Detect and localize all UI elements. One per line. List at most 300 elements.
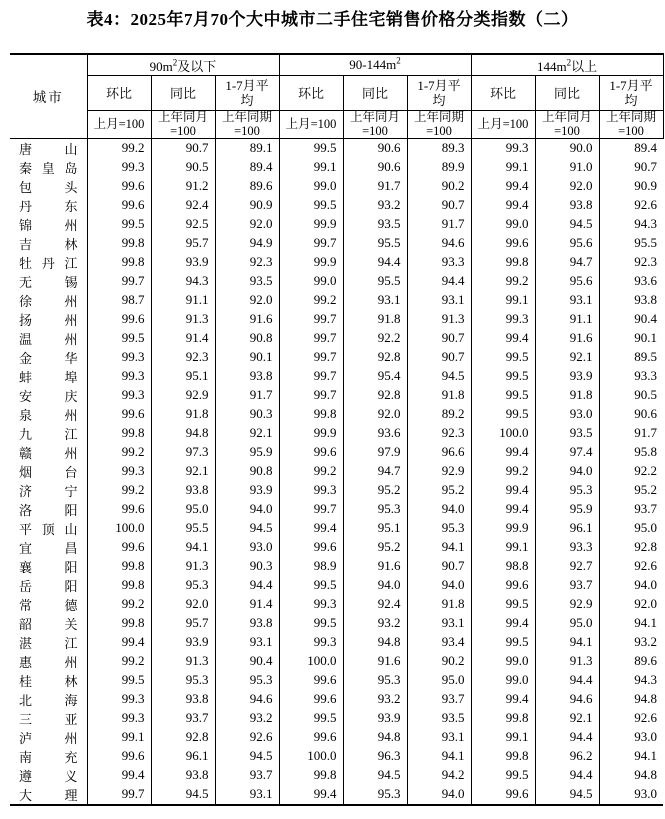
table-row: [10, 595, 663, 614]
city-name: 韶 关: [19, 616, 78, 632]
value-cell: 94.8: [599, 690, 663, 709]
value-cell: 99.5: [87, 215, 151, 234]
value-cell: 99.7: [279, 367, 343, 386]
value-cell: 90.7: [407, 557, 471, 576]
value-cell: 99.8: [87, 557, 151, 576]
value-cell: 93.5: [215, 272, 279, 291]
group-label-post: 以上: [571, 58, 598, 74]
base-note: 上年同月=100: [535, 111, 599, 138]
value-cell: 99.4: [471, 196, 535, 215]
city-cell: [10, 177, 87, 196]
value-cell: 90.5: [151, 158, 215, 177]
city-cell: [10, 709, 87, 728]
city-cell: [10, 310, 87, 329]
value-cell: 98.7: [87, 291, 151, 310]
value-cell: 93.6: [599, 272, 663, 291]
value-cell: 99.4: [471, 329, 535, 348]
group-header-144-above: [471, 54, 663, 76]
value-cell: 99.3: [87, 367, 151, 386]
value-cell: 93.2: [343, 196, 407, 215]
city-name: 宜 昌: [19, 540, 78, 556]
value-cell: 99.4: [471, 443, 535, 462]
city-name: 九 江: [19, 426, 78, 442]
value-cell: 93.1: [215, 633, 279, 652]
group-header-90-144: [279, 54, 471, 76]
value-cell: 89.1: [215, 138, 279, 158]
value-cell: 99.0: [279, 177, 343, 196]
value-cell: 95.3: [151, 671, 215, 690]
value-cell: 99.4: [471, 614, 535, 633]
value-cell: 93.1: [535, 291, 599, 310]
value-cell: 99.0: [471, 652, 535, 671]
city-name: 南 充: [19, 749, 78, 765]
value-cell: 95.1: [151, 367, 215, 386]
city-name: 无 锡: [19, 274, 78, 290]
value-cell: 94.4: [535, 728, 599, 747]
table-header: [10, 54, 663, 138]
value-cell: 95.3: [535, 481, 599, 500]
value-cell: 99.3: [471, 310, 535, 329]
col-header-yoy: 同比: [343, 76, 407, 111]
value-cell: 100.0: [279, 747, 343, 766]
value-cell: 99.2: [87, 138, 151, 158]
value-cell: 95.0: [535, 614, 599, 633]
value-cell: 99.3: [87, 462, 151, 481]
city-cell: [10, 386, 87, 405]
value-cell: 99.8: [471, 709, 535, 728]
value-cell: 93.9: [151, 253, 215, 272]
value-cell: 95.2: [407, 481, 471, 500]
value-cell: 99.2: [87, 595, 151, 614]
value-cell: 95.3: [407, 519, 471, 538]
value-cell: 99.8: [279, 766, 343, 785]
value-cell: 92.4: [151, 196, 215, 215]
base-header-row: [10, 111, 663, 138]
value-cell: 95.5: [343, 272, 407, 291]
value-cell: 93.8: [215, 367, 279, 386]
group-label-pre: 90-144m: [349, 57, 397, 73]
value-cell: 89.9: [407, 158, 471, 177]
value-cell: 99.6: [471, 785, 535, 805]
value-cell: 97.9: [343, 443, 407, 462]
group-label-pre: 90m: [149, 58, 173, 74]
value-cell: 99.3: [87, 709, 151, 728]
table-row: [10, 405, 663, 424]
value-cell: 94.1: [535, 633, 599, 652]
city-cell: [10, 215, 87, 234]
value-cell: 99.8: [87, 253, 151, 272]
city-name: 济 宁: [19, 483, 78, 499]
city-cell: [10, 443, 87, 462]
value-cell: 94.7: [535, 253, 599, 272]
value-cell: 93.7: [151, 709, 215, 728]
value-cell: 90.8: [215, 462, 279, 481]
value-cell: 95.2: [343, 481, 407, 500]
table-row: [10, 500, 663, 519]
value-cell: 93.7: [215, 766, 279, 785]
value-cell: 94.5: [407, 367, 471, 386]
value-cell: 99.5: [279, 138, 343, 158]
value-cell: 95.4: [343, 367, 407, 386]
value-cell: 99.6: [279, 671, 343, 690]
table-body: [10, 138, 663, 805]
value-cell: 93.8: [151, 481, 215, 500]
table-row: [10, 177, 663, 196]
value-cell: 93.8: [535, 196, 599, 215]
value-cell: 99.2: [279, 291, 343, 310]
value-cell: 91.7: [599, 424, 663, 443]
value-cell: 99.7: [87, 785, 151, 805]
value-cell: 92.0: [599, 595, 663, 614]
table-row: [10, 443, 663, 462]
value-cell: 90.3: [215, 557, 279, 576]
city-cell: [10, 405, 87, 424]
value-cell: 99.5: [87, 671, 151, 690]
city-cell: [10, 747, 87, 766]
col-header-avg: 1-7月平均: [407, 76, 471, 111]
value-cell: 94.4: [343, 253, 407, 272]
city-name: 洛 阳: [19, 502, 78, 518]
value-cell: 93.2: [343, 614, 407, 633]
value-cell: 93.1: [343, 291, 407, 310]
city-name: 泸 州: [19, 730, 78, 746]
value-cell: 99.2: [471, 462, 535, 481]
value-cell: 91.1: [151, 291, 215, 310]
value-cell: 99.7: [279, 329, 343, 348]
value-cell: 92.3: [407, 424, 471, 443]
city-name: 赣 州: [19, 445, 78, 461]
value-cell: 92.1: [535, 709, 599, 728]
value-cell: 99.4: [87, 633, 151, 652]
table-row: [10, 424, 663, 443]
value-cell: 93.8: [215, 614, 279, 633]
value-cell: 99.2: [87, 481, 151, 500]
table-row: [10, 747, 663, 766]
base-note: 上月=100: [471, 111, 535, 138]
value-cell: 91.6: [535, 329, 599, 348]
col-header-yoy: 同比: [535, 76, 599, 111]
value-cell: 93.7: [535, 576, 599, 595]
value-cell: 94.0: [535, 462, 599, 481]
value-cell: 91.6: [343, 652, 407, 671]
city-name: 北 海: [19, 692, 78, 708]
value-cell: 89.3: [407, 138, 471, 158]
value-cell: 99.6: [87, 310, 151, 329]
city-name: 岳 阳: [19, 578, 78, 594]
value-cell: 89.2: [407, 405, 471, 424]
value-cell: 93.0: [599, 728, 663, 747]
value-cell: 95.5: [599, 234, 663, 253]
city-cell: [10, 138, 87, 158]
value-cell: 91.8: [343, 310, 407, 329]
group-label-post: 及以下: [177, 58, 217, 74]
value-cell: 91.4: [215, 595, 279, 614]
value-cell: 99.3: [279, 633, 343, 652]
value-cell: 90.2: [407, 652, 471, 671]
value-cell: 92.2: [343, 329, 407, 348]
value-cell: 92.8: [343, 348, 407, 367]
value-cell: 94.1: [599, 747, 663, 766]
value-cell: 94.3: [151, 272, 215, 291]
city-cell: [10, 519, 87, 538]
value-cell: 99.5: [471, 348, 535, 367]
value-cell: 94.2: [407, 766, 471, 785]
col-header-yoy: 同比: [151, 76, 215, 111]
city-name: 吉 林: [19, 236, 78, 252]
value-cell: 91.3: [151, 557, 215, 576]
value-cell: 95.2: [343, 538, 407, 557]
value-cell: 94.0: [599, 576, 663, 595]
value-cell: 92.3: [151, 348, 215, 367]
value-cell: 90.2: [407, 177, 471, 196]
city-cell: [10, 158, 87, 177]
base-note: 上年同月=100: [151, 111, 215, 138]
metric-header-row: [10, 76, 663, 111]
value-cell: 99.1: [471, 728, 535, 747]
value-cell: 90.9: [215, 196, 279, 215]
value-cell: 94.0: [407, 785, 471, 805]
value-cell: 94.8: [599, 766, 663, 785]
city-name: 大 理: [19, 787, 78, 803]
value-cell: 92.9: [151, 386, 215, 405]
value-cell: 90.8: [215, 329, 279, 348]
city-cell: [10, 671, 87, 690]
value-cell: 99.6: [87, 405, 151, 424]
city-cell: [10, 291, 87, 310]
value-cell: 95.2: [599, 481, 663, 500]
table-row: [10, 348, 663, 367]
value-cell: 99.4: [279, 519, 343, 538]
value-cell: 99.6: [87, 538, 151, 557]
value-cell: 95.5: [151, 519, 215, 538]
base-note: 上年同月=100: [343, 111, 407, 138]
base-note: 上年同期=100: [599, 111, 663, 138]
city-cell: [10, 196, 87, 215]
value-cell: 93.9: [151, 633, 215, 652]
value-cell: 92.0: [535, 177, 599, 196]
value-cell: 95.9: [535, 500, 599, 519]
table-row: [10, 234, 663, 253]
value-cell: 90.7: [407, 329, 471, 348]
value-cell: 91.7: [343, 177, 407, 196]
value-cell: 99.3: [87, 386, 151, 405]
value-cell: 93.2: [343, 690, 407, 709]
city-name: 秦 皇 岛: [19, 160, 78, 176]
value-cell: 99.5: [279, 196, 343, 215]
value-cell: 91.3: [151, 310, 215, 329]
value-cell: 92.0: [151, 595, 215, 614]
value-cell: 99.6: [279, 443, 343, 462]
value-cell: 99.7: [87, 272, 151, 291]
city-cell: [10, 481, 87, 500]
value-cell: 96.3: [343, 747, 407, 766]
value-cell: 99.8: [87, 424, 151, 443]
value-cell: 99.4: [279, 785, 343, 805]
value-cell: 99.6: [279, 728, 343, 747]
value-cell: 94.5: [151, 785, 215, 805]
superscript: 2: [566, 57, 572, 68]
value-cell: 99.1: [471, 538, 535, 557]
value-cell: 99.6: [279, 690, 343, 709]
value-cell: 92.6: [599, 709, 663, 728]
value-cell: 93.1: [407, 728, 471, 747]
value-cell: 99.6: [279, 538, 343, 557]
value-cell: 89.6: [599, 652, 663, 671]
value-cell: 91.6: [215, 310, 279, 329]
value-cell: 99.9: [471, 519, 535, 538]
value-cell: 95.3: [343, 671, 407, 690]
value-cell: 93.7: [599, 500, 663, 519]
value-cell: 99.7: [279, 386, 343, 405]
table-row: [10, 576, 663, 595]
value-cell: 91.1: [535, 310, 599, 329]
value-cell: 94.1: [407, 747, 471, 766]
value-cell: 94.5: [535, 785, 599, 805]
value-cell: 90.3: [215, 405, 279, 424]
value-cell: 93.9: [215, 481, 279, 500]
value-cell: 99.1: [471, 158, 535, 177]
value-cell: 99.6: [471, 234, 535, 253]
value-cell: 99.5: [279, 709, 343, 728]
table-row: [10, 329, 663, 348]
value-cell: 92.8: [151, 728, 215, 747]
value-cell: 99.9: [279, 253, 343, 272]
value-cell: 94.8: [343, 633, 407, 652]
value-cell: 91.4: [151, 329, 215, 348]
value-cell: 89.5: [599, 348, 663, 367]
value-cell: 90.5: [599, 386, 663, 405]
value-cell: 94.6: [215, 690, 279, 709]
value-cell: 99.8: [279, 405, 343, 424]
value-cell: 93.3: [599, 367, 663, 386]
value-cell: 99.1: [471, 291, 535, 310]
city-name: 扬 州: [19, 312, 78, 328]
table-row: [10, 481, 663, 500]
value-cell: 99.8: [87, 576, 151, 595]
city-cell: [10, 234, 87, 253]
city-cell: [10, 424, 87, 443]
value-cell: 93.6: [343, 424, 407, 443]
value-cell: 93.8: [151, 766, 215, 785]
city-name: 平 顶 山: [19, 521, 78, 537]
value-cell: 89.6: [215, 177, 279, 196]
value-cell: 90.7: [599, 158, 663, 177]
value-cell: 90.4: [215, 652, 279, 671]
value-cell: 90.6: [343, 158, 407, 177]
city-name: 三 亚: [19, 711, 78, 727]
city-cell: [10, 785, 87, 805]
value-cell: 94.3: [599, 671, 663, 690]
superscript: 2: [396, 55, 401, 66]
value-cell: 94.0: [215, 500, 279, 519]
city-cell: [10, 633, 87, 652]
value-cell: 99.5: [471, 766, 535, 785]
city-name: 惠 州: [19, 654, 78, 670]
city-name: 温 州: [19, 331, 78, 347]
value-cell: 91.3: [151, 652, 215, 671]
table-row: [10, 709, 663, 728]
value-cell: 100.0: [87, 519, 151, 538]
city-name: 牡 丹 江: [19, 255, 78, 271]
table-row: [10, 652, 663, 671]
base-note: 上年同期=100: [407, 111, 471, 138]
value-cell: 99.4: [471, 481, 535, 500]
value-cell: 92.1: [535, 348, 599, 367]
value-cell: 96.2: [535, 747, 599, 766]
value-cell: 92.1: [151, 462, 215, 481]
value-cell: 99.0: [471, 671, 535, 690]
value-cell: 95.7: [151, 234, 215, 253]
base-note: 上月=100: [279, 111, 343, 138]
value-cell: 90.1: [215, 348, 279, 367]
value-cell: 93.2: [215, 709, 279, 728]
value-cell: 91.3: [407, 310, 471, 329]
value-cell: 94.4: [535, 671, 599, 690]
city-name: 常 德: [19, 597, 78, 613]
value-cell: 99.4: [471, 177, 535, 196]
value-cell: 99.6: [87, 500, 151, 519]
city-name: 襄 阳: [19, 559, 78, 575]
value-cell: 99.8: [471, 253, 535, 272]
value-cell: 95.1: [343, 519, 407, 538]
value-cell: 99.5: [471, 367, 535, 386]
group-header-90-and-below: [87, 54, 279, 76]
table-row: [10, 138, 663, 158]
value-cell: 97.3: [151, 443, 215, 462]
value-cell: 99.7: [279, 310, 343, 329]
value-cell: 99.6: [87, 747, 151, 766]
value-cell: 93.7: [407, 690, 471, 709]
value-cell: 93.5: [407, 709, 471, 728]
value-cell: 93.0: [535, 405, 599, 424]
value-cell: 94.8: [151, 424, 215, 443]
value-cell: 90.1: [599, 329, 663, 348]
value-cell: 93.8: [151, 690, 215, 709]
value-cell: 93.9: [535, 367, 599, 386]
col-header-mom: 环比: [471, 76, 535, 111]
city-cell: [10, 348, 87, 367]
value-cell: 89.4: [215, 158, 279, 177]
col-header-mom: 环比: [87, 76, 151, 111]
value-cell: 91.7: [215, 386, 279, 405]
value-cell: 91.3: [535, 652, 599, 671]
value-cell: 94.3: [599, 215, 663, 234]
value-cell: 93.3: [535, 538, 599, 557]
value-cell: 92.1: [215, 424, 279, 443]
value-cell: 95.7: [151, 614, 215, 633]
city-cell: [10, 728, 87, 747]
value-cell: 99.7: [279, 234, 343, 253]
value-cell: 94.5: [215, 747, 279, 766]
value-cell: 90.7: [407, 196, 471, 215]
value-cell: 95.3: [343, 785, 407, 805]
city-name: 唐 山: [19, 141, 78, 157]
value-cell: 99.9: [279, 424, 343, 443]
value-cell: 93.2: [599, 633, 663, 652]
value-cell: 92.8: [343, 386, 407, 405]
value-cell: 90.6: [343, 138, 407, 158]
table-row: [10, 633, 663, 652]
value-cell: 93.3: [407, 253, 471, 272]
city-name: 锦 州: [19, 217, 78, 233]
value-cell: 99.5: [87, 329, 151, 348]
value-cell: 97.4: [535, 443, 599, 462]
value-cell: 95.6: [535, 272, 599, 291]
value-cell: 94.4: [535, 766, 599, 785]
value-cell: 99.5: [471, 386, 535, 405]
value-cell: 99.7: [279, 500, 343, 519]
value-cell: 95.9: [215, 443, 279, 462]
